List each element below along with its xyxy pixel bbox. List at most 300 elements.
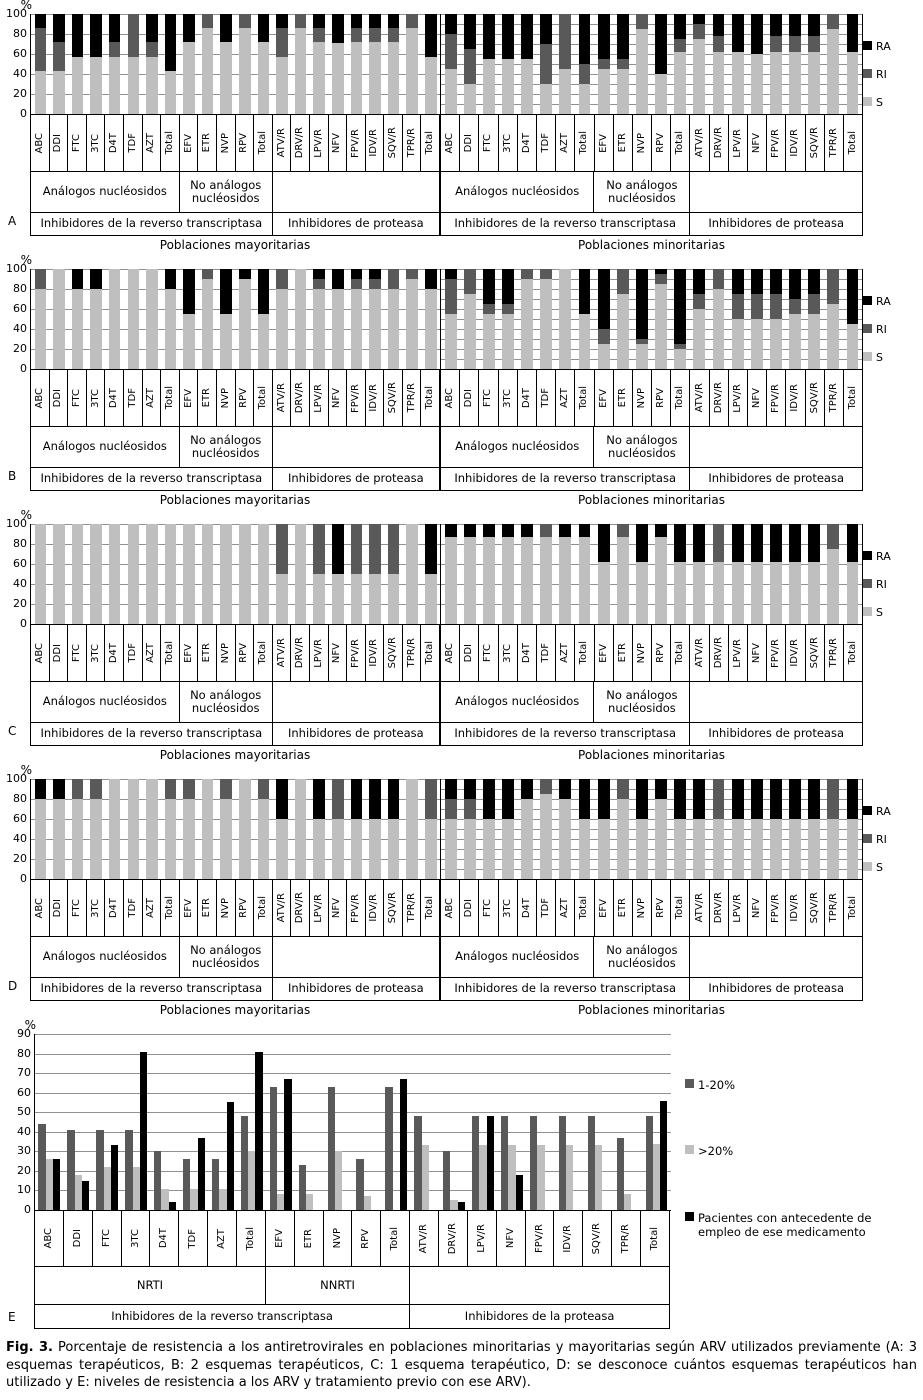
category-label: NFV [331,642,343,664]
category-cell [710,625,729,681]
segment-ri [239,14,251,28]
category-label: Total [648,1226,660,1251]
segment-s [369,289,381,369]
bar-slot [68,269,87,369]
category-label: Total [424,896,436,920]
group-cell: Inhibidores de la reverso transcriptasa [35,1305,410,1328]
segment-s [258,524,270,624]
bar-group-nvp [328,1034,350,1210]
stacked-bar-sqvr [808,524,820,624]
bar-ra [255,1052,262,1210]
stacked-bar-tprr [406,14,418,114]
stacked-bar-3tc [502,779,514,879]
segment-ra [483,779,495,819]
segment-s [598,562,610,624]
bar-slot [31,14,50,114]
bar-slot [347,779,366,879]
stacked-bar-tdf [540,524,552,624]
segment-s [674,52,686,114]
category-label: NFV [331,132,343,154]
bar-slot [632,14,651,114]
category-cell [31,115,50,171]
bar-slot [217,524,236,624]
bar-s [508,1145,515,1210]
bar-slot [35,1034,64,1210]
bar-slot [124,779,143,879]
bar-slot [382,1034,411,1210]
bar-slot [143,524,162,624]
segment-ri [35,28,47,71]
bar-slot [273,269,292,369]
legend-item-ri [863,323,923,337]
y-tick-label: 0 [20,107,27,120]
category-label: 3TC [501,388,513,408]
category-label: FPV/R [349,893,361,923]
category-cell [595,115,614,171]
segment-s [295,779,307,879]
stacked-bar-sqvr [388,779,400,879]
category-cell [236,880,255,936]
drug-class-row [30,682,440,723]
category-cell [633,880,652,936]
category-cell [254,115,273,171]
segment-ri [827,779,839,819]
category-label: Total [847,896,859,920]
segment-s [128,269,140,369]
bar-group-nfv [501,1034,523,1210]
category-cell [806,625,825,681]
category-label: FTC [70,898,82,918]
y-tick-label: 40 [13,322,27,335]
stacked-bar-abc [445,779,457,879]
bar-group-idvr [559,1034,581,1210]
segment-s [445,69,457,114]
bar-slot [93,1034,122,1210]
category-label: TPR/R [827,638,839,668]
segment-s [789,562,801,624]
segment-ra [674,779,686,819]
bar-slot [613,779,632,879]
chart-mayoritarias [30,255,440,510]
segment-s [276,819,288,879]
stacked-bar-total [165,779,177,879]
bar-slot [411,1034,440,1210]
segment-s [239,524,251,624]
segment-s [713,562,725,624]
category-label: RPV [655,133,667,153]
segment-ra [521,14,533,59]
segment-s [617,537,629,624]
group-cell [273,937,440,977]
stacked-bar-abc [445,14,457,114]
bar-slot [50,524,69,624]
bar-slot [498,524,517,624]
segment-s [483,537,495,624]
grouped-bar-plot [34,1034,671,1211]
bar-slot [766,269,785,369]
stacked-bar-azt [146,14,158,114]
segment-s [72,524,84,624]
bar-s [364,1196,371,1210]
bar-ri [646,1116,653,1210]
bar-slot [273,14,292,114]
category-cell [518,880,537,936]
stacked-bar-nvp [636,14,648,114]
stacked-bar-fpvr [351,524,363,624]
segment-s [827,549,839,624]
category-label: LPV/R [731,893,743,923]
bar-slot [671,14,690,114]
group-cell: No análogos nucléosidos [180,172,273,212]
inhibitor-class-row [440,723,863,746]
bar-slot [347,269,366,369]
segment-ri [35,269,47,289]
segment-s [165,71,177,114]
category-axis-row [30,115,440,172]
bar-slot [68,524,87,624]
segment-ra [655,14,667,74]
segment-s [388,819,400,879]
segment-ri [406,269,418,279]
segment-s [445,537,457,624]
category-label: DDI [71,1229,83,1248]
segment-s [351,289,363,369]
legend-item [685,1144,905,1158]
segment-ri [751,294,763,319]
category-label: RPV [655,643,667,663]
stacked-bar-rpv [655,14,667,114]
inhibitor-class-row [440,978,863,1001]
group-cell: Inhibidores de la reverso transcriptasa [441,723,690,745]
segment-ra [655,779,667,799]
category-cell [347,115,366,171]
category-cell [329,115,348,171]
stacked-bar-drvr [713,524,725,624]
category-label: ATV/R [693,128,705,158]
segment-s [35,524,47,624]
bar-slot [50,269,69,369]
stacked-bar-3tc [90,779,102,879]
y-tick-label: 100 [6,772,27,785]
segment-ra [313,14,325,28]
category-label: NVP [635,897,647,919]
y-tick-label: 20 [17,1163,31,1177]
legend-swatch-ra [863,551,872,560]
bar-slot [632,779,651,879]
bar-slot [766,779,785,879]
category-cell [291,625,310,681]
bar-ri [530,1116,537,1210]
bar-slot [786,14,805,114]
category-label: LPV/R [475,1224,487,1253]
category-cell [614,880,633,936]
category-cell [87,115,106,171]
segment-ra [445,14,457,34]
category-cell [324,1211,353,1266]
category-cell [217,370,236,426]
y-axis [0,0,30,118]
category-label: TPR/R [827,893,839,923]
segment-ra [483,269,495,304]
category-label: Total [847,641,859,665]
category-label: Total [674,896,686,920]
segment-ri [693,24,705,39]
category-cell [690,880,709,936]
segment-ri [693,294,705,309]
segment-ri [770,294,782,319]
category-label: RPV [655,388,667,408]
bar-slot [198,779,217,879]
segment-ra [674,524,686,562]
bar-ri [183,1159,190,1210]
category-label: TPR/R [405,893,417,923]
bar-s [277,1194,284,1210]
stacked-bar-nvp [636,779,648,879]
stacked-bar-idvr [369,524,381,624]
category-cell [403,370,422,426]
stacked-bar-nvp [220,779,232,879]
stacked-bar-lpvr [313,269,325,369]
category-cell [844,880,863,936]
segment-ri [53,42,65,71]
segment-ri [540,44,552,84]
category-label: D4T [108,132,120,154]
legend-label: RA [876,295,891,308]
bar-slot [310,524,329,624]
drug-class-row [440,172,863,213]
segment-s [90,289,102,369]
stacked-bar-azt [559,14,571,114]
bar-slot [671,269,690,369]
segment-ra [425,524,437,574]
charts-row [0,1020,923,1329]
group-cell: Análogos nucléosidos [441,682,594,722]
bar-slot [403,269,422,369]
segment-ri [674,39,686,52]
bar-slot [709,14,728,114]
category-label: 3TC [89,388,101,408]
bar-slot [353,1034,382,1210]
chart-resistencia-tratamiento [34,1020,671,1329]
segment-s [146,57,158,114]
segment-s [827,29,839,114]
category-cell [236,625,255,681]
population-title: Poblaciones mayoritarias [159,238,311,252]
category-label: AZT [145,388,157,408]
segment-ri [165,779,177,799]
group-cell: Inhibidores de la reverso transcriptasa [31,978,273,1000]
bar-slot [709,269,728,369]
bar-slot [498,14,517,114]
segment-ra [502,524,514,537]
category-label: FTC [482,388,494,408]
bar-slot [64,1034,93,1210]
category-label: FPV/R [349,638,361,668]
bar-slot [31,779,50,879]
bar-slot [198,524,217,624]
bar-ra [458,1202,465,1210]
stacked-bar-rpv [239,779,251,879]
segment-ra [693,269,705,294]
legend-swatch-ri [685,1079,694,1088]
y-tick-label: 0 [24,1203,31,1216]
segment-s [808,52,820,114]
category-label: EFV [182,643,194,663]
category-cell [633,115,652,171]
stacked-bar-total [579,524,591,624]
segment-s [128,779,140,879]
category-label: IDV/R [368,129,380,157]
segment-ra [559,524,571,537]
segment-ra [90,14,102,57]
percent-label: % [20,508,32,522]
segment-s [847,52,859,114]
category-label: IDV/R [789,639,801,667]
category-cell [537,625,556,681]
bar-slot [671,524,690,624]
segment-ri [713,779,725,819]
segment-s [276,574,288,624]
category-cell [410,1211,439,1266]
category-label: ABC [42,1228,54,1249]
stacked-bar-total [579,779,591,879]
bar-ri [38,1124,45,1210]
panel-letter: D [8,979,18,993]
category-cell [329,370,348,426]
segment-s [425,57,437,114]
legend-swatch-ri [863,324,872,333]
bar-slot [266,1034,295,1210]
category-cell [35,1211,64,1266]
panel-C [0,510,923,765]
segment-ri [827,524,839,549]
stacked-bar-tprr [406,269,418,369]
segment-s [751,819,763,879]
legend [671,1020,905,1240]
segment-s [72,799,84,879]
stacked-bar-sqvr [388,14,400,114]
segment-s [35,289,47,369]
segment-ri [276,28,288,57]
category-label: Total [256,386,268,410]
bar-slot [87,779,106,879]
bar-slot [254,779,273,879]
stacked-bar-rpv [239,14,251,114]
category-label: ETR [201,643,213,663]
drug-class-row [30,172,440,213]
category-cell [729,370,748,426]
stacked-bar-total [847,14,859,114]
segment-ra [388,779,400,819]
segment-ri [276,269,288,289]
category-label: FTC [482,133,494,153]
category-cell [50,625,69,681]
category-cell [537,370,556,426]
stacked-bar-ddi [53,269,65,369]
stacked-bar-drvr [713,779,725,879]
category-cell [124,370,143,426]
stacked-bar-d4t [521,14,533,114]
category-cell [105,880,124,936]
stacked-bar-ddi [53,524,65,624]
category-cell [786,880,805,936]
category-cell [844,625,863,681]
segment-ri [808,294,820,314]
segment-s [847,324,859,369]
segment-s [90,57,102,114]
segment-s [464,819,476,879]
category-axis-row [30,880,440,937]
bar-ra [169,1202,176,1210]
bar-s [75,1175,82,1210]
legend-label: RA [876,805,891,818]
segment-ra [655,524,667,537]
segment-s [464,84,476,114]
category-cell [122,1211,151,1266]
segment-ri [258,779,270,799]
segment-s [295,269,307,369]
bar-group-total [241,1034,263,1210]
y-axis [0,510,30,628]
bar-slot [208,1034,237,1210]
bar-s [653,1144,660,1210]
group-cell: Inhibidores de la reverso transcriptasa [31,213,273,235]
category-cell [460,370,479,426]
drug-class-row [440,427,863,468]
stacked-bar-drvr [713,14,725,114]
segment-ra [35,779,47,799]
legend-swatch-ra [685,1212,694,1221]
category-cell [50,115,69,171]
stacked-bar-d4t [109,269,121,369]
chart-minoritarias [440,255,863,510]
legend-item-s [863,351,923,365]
segment-ra [789,524,801,562]
stacked-bar-nvp [220,14,232,114]
bar-slot [498,1034,527,1210]
segment-ra [732,524,744,562]
stacked-bar-lpvr [732,524,744,624]
category-label: NFV [751,642,763,664]
caption-text: Porcentaje de resistencia a los antiretrovirales en poblaciones minoritarias y mayoritarias según ARV utilizados previamente (A: 3 esquemas terapéuticos, B: 2 esquemas terapéuticos, C: 1 esquema terapéutico, D: se desconoce cuántos esquemas terapéuticos han utilizado y E: niveles de resistencia a los ARV y tratamiento previo con ese ARV). [6,1340,918,1391]
category-cell [806,880,825,936]
bar-s [104,1167,111,1210]
category-label: TDF [540,643,552,663]
segment-s [713,819,725,879]
stacked-bar-fpvr [770,269,782,369]
segment-ri [313,524,325,574]
segment-s [53,269,65,369]
stacked-bar-atvr [693,524,705,624]
bar-slot [786,269,805,369]
bar-slot [124,524,143,624]
segment-s [674,819,686,879]
category-cell [217,115,236,171]
category-label: SQV/R [808,892,820,924]
group-cell: Inhibidores de la reverso transcriptasa [441,213,690,235]
bar-ri [385,1087,392,1210]
legend-item-ri [863,578,923,592]
category-cell [403,625,422,681]
segment-s [617,294,629,369]
category-label: Total [424,386,436,410]
stacked-bar-azt [146,269,158,369]
bar-slot [347,524,366,624]
segment-ri [636,14,648,29]
category-label: LPV/R [731,638,743,668]
segment-s [598,69,610,114]
category-label: TDF [126,643,138,663]
